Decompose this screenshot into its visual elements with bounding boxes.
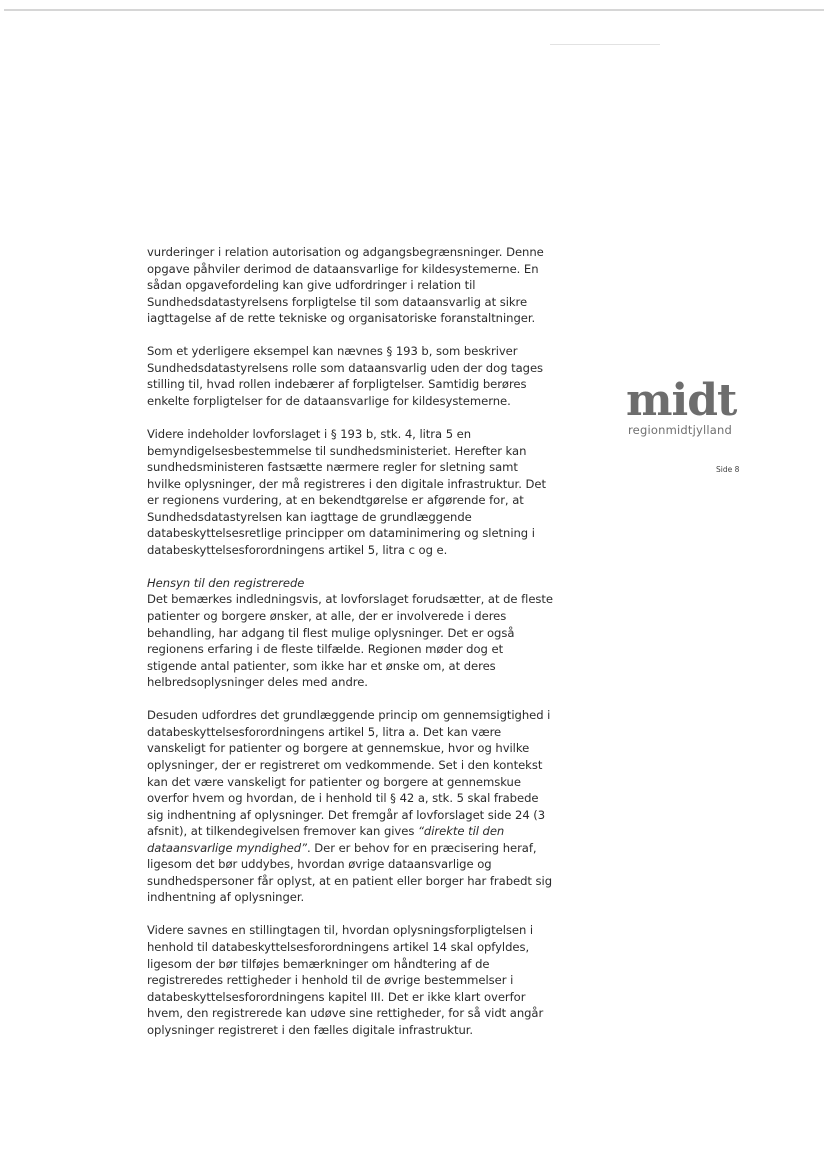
text-line: oplysninger registreret i den fælles digitale infrastruktur. (147, 1022, 474, 1037)
text-line: registreredes rettigheder i henhold til de øvrige bestemmelser i (147, 973, 514, 988)
text-fragment: . Der er behov for en præcisering heraf, (307, 840, 537, 855)
region-midt-logo (620, 375, 760, 446)
text-line: vurderinger i relation autorisation og adgangsbegrænsninger. Denne (147, 245, 544, 259)
text-line: ligesom der bør tilføjes bemærkninger om håndtering af de (147, 956, 490, 971)
section-heading: Hensyn til den registrerede (147, 575, 305, 590)
text-line: Desuden udfordres det grundlæggende princip om gennemsigtighed i (147, 708, 551, 723)
text-line: stigende antal patienter, som ikke har et ønske om, at deres (147, 658, 496, 673)
text-line: Som et yderligere eksempel kan nævnes § 193 b, som beskriver (147, 344, 518, 359)
quote-end: dataansvarlige myndighed” (147, 840, 307, 855)
text-line: oplysninger, der er registreret om vedkommende. Set i den kontekst (147, 757, 543, 772)
quote-start: “direkte til den (417, 824, 505, 839)
logo-wordmark: midt (626, 375, 737, 426)
paragraph-3 (147, 426, 567, 558)
text-line: enkelte forpligtelser for de dataansvarlige for kildesystemerne. (147, 393, 511, 408)
text-line: Det bemærkes indledningsvis, at lovforslaget forudsætter, at de fleste (147, 592, 553, 607)
text-line: Sundhedsdatastyrelsen kan iagttage de grundlæggende (147, 509, 472, 524)
text-line: stilling til, hvad rollen indebærer af forpligtelser. Samtidig berøres (147, 377, 527, 392)
scan-top-edge (4, 9, 824, 11)
text-line: vanskeligt for patienter og borgere at gennemskue, hvor og hvilke (147, 741, 530, 756)
text-line: hvilke oplysninger, der må registreres i den digitale infrastruktur. Det (147, 476, 546, 491)
text-line: patienter og borgere ønsker, at alle, der er involverede i deres (147, 609, 507, 624)
paragraph-6 (147, 922, 567, 1038)
text-line: overfor hvem og hvordan, de i henhold til § 42 a, stk. 5 skal frabede (147, 791, 539, 806)
text-line: sundhedsministeren fastsætte nærmere regler for sletning samt (147, 460, 518, 475)
text-line: opgave påhviler derimod de dataansvarlige for kildesystemerne. En (147, 261, 539, 276)
paragraph-5 (147, 707, 567, 906)
text-line: sådan opgavefordeling kan give udfordringer i relation til (147, 278, 476, 293)
text-line: ligesom det bør uddybes, hvordan øvrige dataansvarlige og (147, 857, 492, 872)
text-line: kan det være vanskeligt for patienter og borgere at gennemskue (147, 774, 521, 789)
page-number: Side 8 (716, 465, 740, 474)
text-line: Videre indeholder lovforslaget i § 193 b, stk. 4, litra 5 en (147, 427, 472, 442)
text-fragment: afsnit), at tilkendegivelsen fremover kan gives (147, 824, 418, 839)
paragraph-1 (147, 244, 567, 327)
text-line: indhentning af oplysninger. (147, 890, 305, 905)
text-line: henhold til databeskyttelsesforordningens artikel 14 skal opfyldes, (147, 939, 530, 954)
text-line: regionens erfaring i de fleste tilfælde. Regionen møder dog et (147, 642, 504, 657)
text-line: helbredsoplysninger deles med andre. (147, 675, 368, 690)
text-line: Sundhedsdatastyrelsens rolle som dataansvarlig uden der dog tages (147, 360, 544, 375)
text-line: bemyndigelsesbestemmelse til sundhedsministeriet. Herefter kan (147, 443, 527, 458)
text-line: databeskyttelsesretlige principper om dataminimering og sletning i (147, 526, 535, 541)
text-line: Videre savnes en stillingtagen til, hvordan oplysningsforpligtelsen i (147, 923, 534, 938)
text-line: behandling, har adgang til flest mulige oplysninger. Det er også (147, 625, 515, 640)
text-line-with-quote (147, 823, 567, 840)
text-line: sig indhentning af oplysninger. Det fremgår af lovforslaget side 24 (3 (147, 807, 546, 822)
text-line: databeskyttelsesforordningens artikel 5, litra a. Det kan være (147, 724, 502, 739)
text-line: sundhedspersoner får oplyst, at en patient eller borger har frabedt sig (147, 873, 553, 888)
text-line: databeskyttelsesforordningens kapitel III. Det er ikke klart overfor (147, 989, 526, 1004)
scan-artifact-line (550, 44, 660, 45)
paragraph-2 (147, 343, 567, 409)
document-body (147, 244, 567, 1055)
paragraph-4 (147, 575, 567, 691)
text-line: hvem, den registrerede kan udøve sine rettigheder, for så vidt angår (147, 1006, 544, 1021)
text-line: Sundhedsdatastyrelsens forpligtelse til som dataansvarlig at sikre (147, 294, 528, 309)
text-line: iagttagelse af de rette tekniske og organisatoriske foranstaltninger. (147, 311, 536, 326)
logo-subtitle: regionmidtjylland (628, 423, 733, 437)
text-line: er regionens vurdering, at en bekendtgørelse er afgørende for, at (147, 493, 524, 508)
text-line: databeskyttelsesforordningens artikel 5, litra c og e. (147, 542, 448, 557)
text-line-with-quote (147, 840, 567, 857)
